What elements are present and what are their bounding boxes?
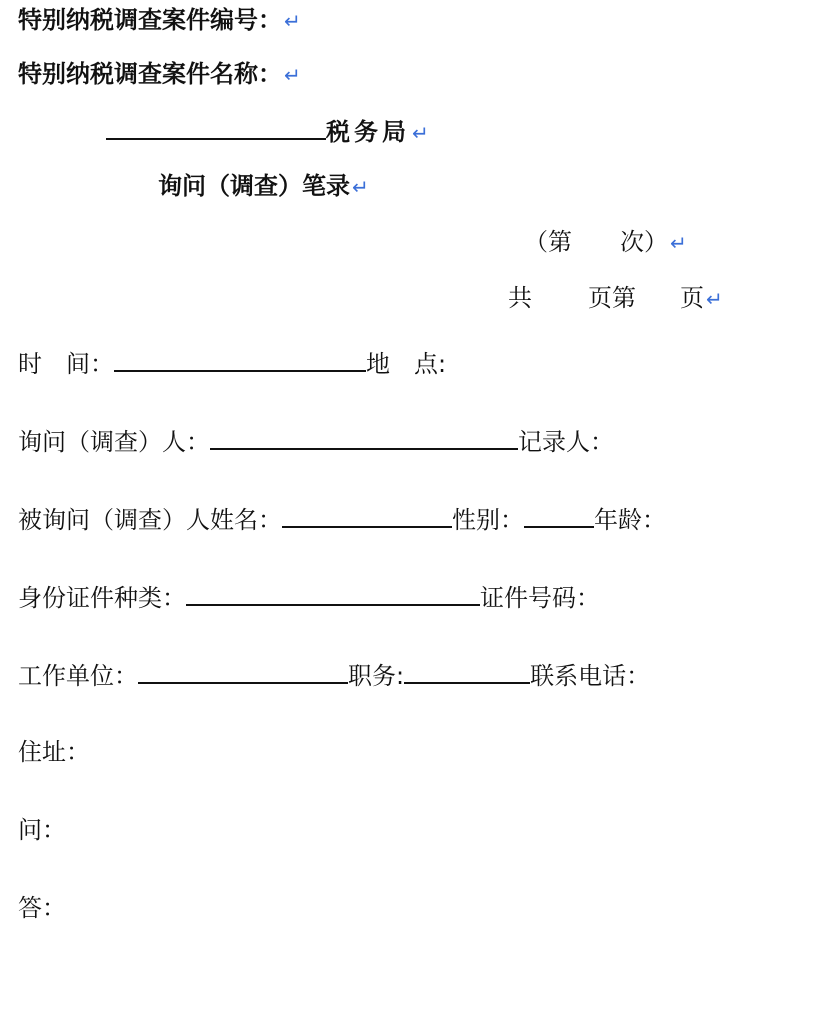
time-label: 时 间： [18, 350, 114, 378]
place-label: 地 点: [366, 350, 447, 378]
phone-label: 联系电话： [530, 662, 651, 690]
answer-row [18, 892, 66, 924]
return-arrow-icon: ↵ [412, 121, 429, 145]
pages-suffix: 页 [680, 284, 704, 312]
id-type-label: 身份证件种类： [18, 584, 186, 612]
case-number-label: 特别纳税调查案件编号： [18, 6, 282, 34]
id-row [18, 580, 600, 614]
gender-field[interactable] [524, 502, 594, 528]
employer-row [18, 658, 650, 692]
employer-field[interactable] [138, 658, 348, 684]
inquirer-row [18, 424, 614, 458]
address-row [18, 736, 90, 768]
case-name-line [18, 58, 301, 91]
id-number-label: 证件号码： [480, 584, 600, 612]
address-label: 住址： [18, 738, 90, 766]
return-arrow-icon: ↵ [706, 287, 723, 311]
bureau-name-blank[interactable] [106, 114, 326, 140]
pages-line [508, 282, 723, 315]
return-arrow-icon: ↵ [284, 9, 301, 33]
case-number-line [18, 4, 301, 37]
return-arrow-icon: ↵ [284, 63, 301, 87]
return-arrow-icon: ↵ [670, 231, 687, 255]
age-label: 年龄： [594, 506, 666, 534]
pages-total-prefix: 共 [508, 284, 532, 312]
question-row [18, 814, 66, 846]
inquirer-field[interactable] [210, 424, 518, 450]
inquirer-label: 询问（调查）人： [18, 428, 210, 456]
case-name-label: 特别纳税调查案件名称： [18, 60, 282, 88]
gender-label: 性别： [452, 506, 524, 534]
record-title: 询问（调查）笔录 [158, 172, 350, 200]
id-type-field[interactable] [186, 580, 480, 606]
question-label: 问： [18, 816, 66, 844]
session-line [524, 226, 687, 259]
position-label: 职务: [348, 662, 405, 690]
time-field[interactable] [114, 346, 366, 372]
recorder-label: 记录人： [518, 428, 614, 456]
bureau-line [106, 114, 429, 149]
employer-label: 工作单位： [18, 662, 138, 690]
position-field[interactable] [404, 658, 530, 684]
record-title-line [158, 170, 369, 203]
session-close: 次） [620, 228, 668, 256]
interviewee-row [18, 502, 666, 536]
session-open: （第 [524, 228, 572, 256]
time-place-row [18, 346, 446, 380]
answer-label: 答： [18, 894, 66, 922]
interviewee-name-label: 被询问（调查）人姓名： [18, 506, 282, 534]
bureau-suffix: 税务局 [326, 118, 410, 146]
return-arrow-icon: ↵ [352, 175, 369, 199]
pages-mid: 页第 [588, 284, 636, 312]
interviewee-name-field[interactable] [282, 502, 452, 528]
